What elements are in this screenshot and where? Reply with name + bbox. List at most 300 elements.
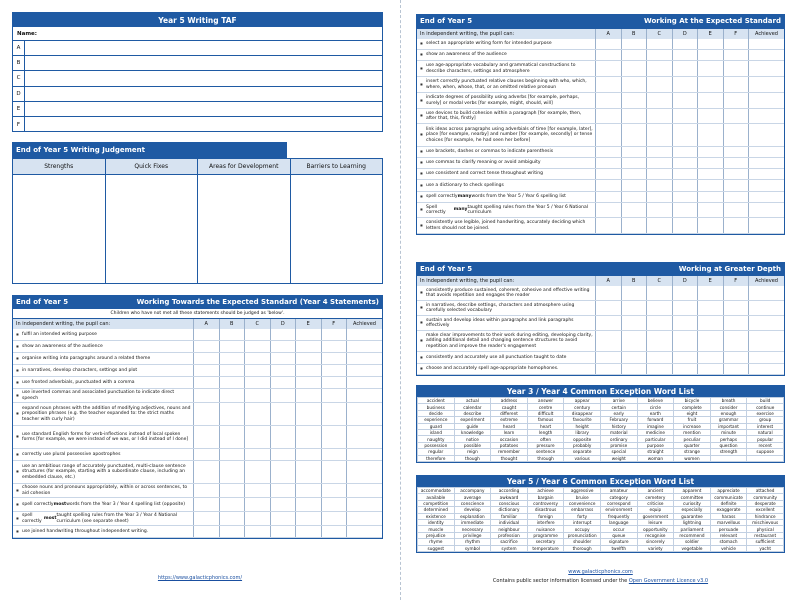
- pupil-check-cell[interactable]: [723, 316, 749, 330]
- pupil-check-cell[interactable]: [723, 203, 749, 217]
- judgement-column[interactable]: [13, 159, 105, 283]
- footer-link-left[interactable]: https://www.galacticphonics.com/: [157, 575, 243, 581]
- achieved-check-cell[interactable]: [748, 109, 784, 123]
- pupil-check-cell[interactable]: [219, 484, 245, 497]
- pupil-check-cell[interactable]: [723, 50, 749, 60]
- pupil-check-cell[interactable]: [193, 426, 219, 448]
- pupil-check-cell[interactable]: [672, 109, 698, 123]
- word-cell: soldier: [674, 539, 711, 545]
- pupil-check-cell[interactable]: [193, 512, 219, 525]
- pupil-check-cell[interactable]: [723, 286, 749, 300]
- pupil-check-cell[interactable]: [244, 484, 270, 497]
- pupil-check-cell[interactable]: [321, 353, 347, 364]
- taf-letter-row[interactable]: [13, 102, 382, 117]
- pupil-check-cell[interactable]: [723, 109, 749, 123]
- licence-link[interactable]: Open Government Licence v3.0: [628, 578, 709, 584]
- pupil-check-cell[interactable]: [621, 364, 647, 374]
- expected-subheader: In independent writing, the pupil can: A B C D E F Achieved: [417, 29, 784, 39]
- taf-letter-input[interactable]: [25, 117, 382, 132]
- working-towards-rows: [13, 329, 382, 538]
- pupil-check-cell[interactable]: [595, 316, 621, 330]
- achieved-check-cell[interactable]: [748, 301, 784, 315]
- pupil-check-cell[interactable]: [595, 169, 621, 179]
- pupil-check-cell[interactable]: [295, 353, 321, 364]
- achieved-check-cell[interactable]: [346, 498, 382, 511]
- taf-letter-label: A: [13, 41, 25, 55]
- pupil-check-cell[interactable]: [193, 449, 219, 460]
- word-cell: nuisance: [527, 526, 564, 532]
- expected-table: [416, 28, 785, 235]
- pupil-check-cell[interactable]: [697, 93, 723, 108]
- pupil-check-cell[interactable]: [672, 301, 698, 315]
- pupil-check-cell[interactable]: [646, 109, 672, 123]
- pupil-check-cell[interactable]: [672, 316, 698, 330]
- judgement-column-input[interactable]: [106, 175, 198, 283]
- pupil-check-cell[interactable]: [697, 352, 723, 363]
- pupil-check-cell[interactable]: [219, 526, 245, 537]
- pupil-check-cell[interactable]: [193, 498, 219, 511]
- pupil-check-cell[interactable]: [321, 526, 347, 537]
- achieved-check-cell[interactable]: [346, 329, 382, 340]
- pupil-check-cell[interactable]: [595, 192, 621, 202]
- pupil-check-cell[interactable]: [646, 39, 672, 49]
- pupil-check-cell[interactable]: [193, 461, 219, 483]
- pupil-check-cell[interactable]: [595, 218, 621, 233]
- pupil-check-cell[interactable]: [295, 365, 321, 376]
- pupil-check-cell[interactable]: [219, 449, 245, 460]
- achieved-check-cell[interactable]: [346, 449, 382, 460]
- pupil-check-cell[interactable]: [193, 389, 219, 402]
- judgement-columns: [13, 159, 382, 283]
- achieved-check-cell[interactable]: [346, 389, 382, 402]
- achieved-check-cell[interactable]: [748, 364, 784, 374]
- achieved-check-cell[interactable]: [748, 352, 784, 363]
- pupil-check-cell[interactable]: [697, 364, 723, 374]
- achieved-check-cell[interactable]: [748, 158, 784, 168]
- pupil-check-cell[interactable]: [321, 512, 347, 525]
- pupil-check-cell[interactable]: [723, 180, 749, 191]
- pupil-check-cell[interactable]: [321, 498, 347, 511]
- taf-letter-row[interactable]: [13, 71, 382, 86]
- pupil-check-cell[interactable]: [219, 426, 245, 448]
- pupil-check-cell[interactable]: [621, 218, 647, 233]
- pupil-check-cell[interactable]: [193, 377, 219, 388]
- pupil-check-cell[interactable]: [244, 341, 270, 352]
- pupil-check-cell[interactable]: [321, 484, 347, 497]
- name-field[interactable]: Name:: [13, 27, 382, 41]
- pupil-check-cell[interactable]: [646, 158, 672, 168]
- pupil-check-cell[interactable]: [672, 158, 698, 168]
- pupil-check-cell[interactable]: [621, 39, 647, 49]
- working-towards-subheader: In independent writing, the pupil can: A B C D E F Achieved: [13, 319, 382, 329]
- pupil-check-cell[interactable]: [219, 403, 245, 425]
- pupil-check-cell[interactable]: [646, 316, 672, 330]
- pupil-check-cell[interactable]: [270, 426, 296, 448]
- pupil-check-cell[interactable]: [672, 39, 698, 49]
- pupil-check-cell[interactable]: [646, 77, 672, 92]
- pupil-check-cell[interactable]: [672, 50, 698, 60]
- pupil-check-cell[interactable]: [595, 158, 621, 168]
- taf-letter-input[interactable]: [25, 102, 382, 116]
- pupil-check-cell[interactable]: [595, 203, 621, 217]
- pupil-check-cell[interactable]: [697, 180, 723, 191]
- statement-text: ▪ indicate degrees of possibility using adverbs [for example, perhaps, surely] or modal verbs [for example, might, should, will]: [417, 93, 595, 108]
- pupil-check-cell[interactable]: [244, 461, 270, 483]
- pupil-check-cell[interactable]: [697, 316, 723, 330]
- pupil-check-cell[interactable]: [270, 449, 296, 460]
- achieved-check-cell[interactable]: [346, 403, 382, 425]
- judgement-title: End of Year 5 Writing Judgement: [12, 142, 287, 158]
- achieved-check-cell[interactable]: [346, 512, 382, 525]
- judgement-column[interactable]: [105, 159, 198, 283]
- achieved-check-cell[interactable]: [748, 61, 784, 76]
- pupil-check-cell[interactable]: [723, 364, 749, 374]
- pupil-check-cell[interactable]: [621, 124, 647, 146]
- pupil-check-cell[interactable]: [244, 403, 270, 425]
- pupil-check-cell[interactable]: [723, 218, 749, 233]
- pupil-check-cell[interactable]: [270, 365, 296, 376]
- pupil-check-cell[interactable]: [193, 353, 219, 364]
- pupil-check-cell[interactable]: [321, 365, 347, 376]
- pupil-check-cell[interactable]: [697, 61, 723, 76]
- pupil-check-cell[interactable]: [621, 331, 647, 351]
- pupil-check-cell[interactable]: [646, 352, 672, 363]
- pupil-check-cell[interactable]: [621, 203, 647, 217]
- pupil-check-cell[interactable]: [295, 484, 321, 497]
- pupil-check-cell[interactable]: [723, 39, 749, 49]
- pupil-check-cell[interactable]: [321, 426, 347, 448]
- pupil-check-cell[interactable]: [219, 512, 245, 525]
- achieved-check-cell[interactable]: [748, 218, 784, 233]
- pupil-check-cell[interactable]: [672, 352, 698, 363]
- pupil-check-cell[interactable]: [621, 180, 647, 191]
- statement-row: [417, 109, 784, 124]
- pupil-check-cell[interactable]: [646, 124, 672, 146]
- pupil-check-cell[interactable]: [321, 341, 347, 352]
- pupil-check-cell[interactable]: [646, 61, 672, 76]
- pupil-check-cell[interactable]: [672, 192, 698, 202]
- word-cell: purpose: [637, 442, 674, 448]
- pupil-check-cell[interactable]: [321, 403, 347, 425]
- pupil-check-cell[interactable]: [244, 449, 270, 460]
- taf-letter-row[interactable]: [13, 56, 382, 71]
- pupil-check-cell[interactable]: [270, 461, 296, 483]
- word-cell: vehicle: [710, 545, 747, 551]
- pupil-check-cell[interactable]: [646, 169, 672, 179]
- word-cell: suppose: [747, 449, 784, 455]
- taf-letter-input[interactable]: [25, 71, 382, 85]
- pupil-check-cell[interactable]: [672, 218, 698, 233]
- pupil-check-cell[interactable]: [595, 180, 621, 191]
- pupil-check-cell[interactable]: [244, 329, 270, 340]
- taf-letter-label: F: [13, 117, 25, 132]
- achieved-check-cell[interactable]: [748, 147, 784, 157]
- pupil-check-cell[interactable]: [295, 449, 321, 460]
- pupil-check-cell[interactable]: [595, 352, 621, 363]
- pupil-check-cell[interactable]: [621, 61, 647, 76]
- pupil-check-cell[interactable]: [270, 403, 296, 425]
- pupil-check-cell[interactable]: [646, 93, 672, 108]
- pupil-check-cell[interactable]: [244, 498, 270, 511]
- achieved-check-cell[interactable]: [346, 426, 382, 448]
- pupil-check-cell[interactable]: [244, 526, 270, 537]
- achieved-check-cell[interactable]: [748, 50, 784, 60]
- taf-letter-row[interactable]: [13, 87, 382, 102]
- achieved-check-cell[interactable]: [748, 192, 784, 202]
- pupil-check-cell[interactable]: [621, 109, 647, 123]
- word-cell: though: [454, 455, 491, 461]
- taf-letter-input[interactable]: [25, 56, 382, 70]
- pupil-check-cell[interactable]: [621, 93, 647, 108]
- pupil-check-cell[interactable]: [672, 286, 698, 300]
- pupil-check-cell[interactable]: [244, 377, 270, 388]
- taf-letter-row[interactable]: [13, 117, 382, 132]
- pupil-check-cell[interactable]: [646, 203, 672, 217]
- taf-letter-input[interactable]: [25, 41, 382, 55]
- statement-row: [417, 124, 784, 147]
- judgement-column-input[interactable]: [13, 175, 105, 283]
- pupil-check-cell[interactable]: [672, 124, 698, 146]
- pupil-check-cell[interactable]: [193, 329, 219, 340]
- pupil-check-cell[interactable]: [595, 39, 621, 49]
- pupil-check-cell[interactable]: [321, 389, 347, 402]
- pupil-check-cell[interactable]: [723, 192, 749, 202]
- judgement-column[interactable]: [290, 159, 383, 283]
- pupil-check-cell[interactable]: [697, 301, 723, 315]
- pupil-check-cell[interactable]: [723, 331, 749, 351]
- pupil-check-cell[interactable]: [295, 329, 321, 340]
- pupil-check-cell[interactable]: [621, 147, 647, 157]
- pupil-check-cell[interactable]: [697, 286, 723, 300]
- pupil-check-cell[interactable]: [621, 77, 647, 92]
- judgement-column-input[interactable]: [291, 175, 383, 283]
- pupil-check-cell[interactable]: [672, 77, 698, 92]
- pupil-check-cell[interactable]: [244, 365, 270, 376]
- pupil-check-cell[interactable]: [723, 147, 749, 157]
- pupil-check-cell[interactable]: [295, 377, 321, 388]
- pupil-check-cell[interactable]: [295, 526, 321, 537]
- taf-letter-row[interactable]: [13, 41, 382, 56]
- achieved-check-cell[interactable]: [748, 169, 784, 179]
- word-cell: competition: [418, 500, 455, 506]
- statement-row: [417, 61, 784, 77]
- pupil-check-cell[interactable]: [219, 353, 245, 364]
- word-cell: straight: [637, 449, 674, 455]
- pupil-check-cell[interactable]: [621, 301, 647, 315]
- achieved-check-cell[interactable]: [346, 526, 382, 537]
- pupil-check-cell[interactable]: [672, 147, 698, 157]
- word-cell: government: [637, 513, 674, 519]
- footer-link-right[interactable]: www.galacticphonics.com: [568, 569, 633, 575]
- pupil-check-cell[interactable]: [193, 341, 219, 352]
- pupil-check-cell[interactable]: [193, 403, 219, 425]
- pupil-check-cell[interactable]: [621, 316, 647, 330]
- pupil-check-cell[interactable]: [697, 124, 723, 146]
- word-cell: frequently: [600, 513, 637, 519]
- word-cell: individual: [491, 519, 528, 525]
- pupil-check-cell[interactable]: [697, 39, 723, 49]
- pupil-check-cell[interactable]: [270, 526, 296, 537]
- statement-text: ▪ correctly use plural possessive apostrophes: [13, 449, 193, 460]
- pupil-check-cell[interactable]: [723, 77, 749, 92]
- pupil-check-cell[interactable]: [219, 341, 245, 352]
- pupil-check-cell[interactable]: [595, 109, 621, 123]
- pupil-check-cell[interactable]: [321, 449, 347, 460]
- achieved-check-cell[interactable]: [748, 180, 784, 191]
- pupil-check-cell[interactable]: [621, 192, 647, 202]
- achieved-check-cell[interactable]: [346, 484, 382, 497]
- pupil-check-cell[interactable]: [621, 50, 647, 60]
- word-cell: exaggerate: [710, 507, 747, 513]
- pupil-check-cell[interactable]: [672, 93, 698, 108]
- pupil-check-cell[interactable]: [646, 301, 672, 315]
- pupil-check-cell[interactable]: [270, 484, 296, 497]
- pupil-check-cell[interactable]: [270, 512, 296, 525]
- pupil-check-cell[interactable]: [270, 498, 296, 511]
- pupil-check-cell[interactable]: [697, 50, 723, 60]
- pupil-check-cell[interactable]: [646, 364, 672, 374]
- pupil-check-cell[interactable]: [697, 109, 723, 123]
- pupil-check-cell[interactable]: [219, 329, 245, 340]
- word-cell: describe: [454, 410, 491, 416]
- pupil-check-cell[interactable]: [697, 158, 723, 168]
- pupil-check-cell[interactable]: [697, 77, 723, 92]
- word-cell: fruit: [674, 417, 711, 423]
- pupil-check-cell[interactable]: [723, 169, 749, 179]
- achieved-check-cell[interactable]: [346, 353, 382, 364]
- pupil-check-cell[interactable]: [723, 61, 749, 76]
- pupil-check-cell[interactable]: [270, 341, 296, 352]
- pupil-check-cell[interactable]: [723, 301, 749, 315]
- statement-text: ▪ sustain and develop ideas within paragraphs and link paragraphs effectively: [417, 316, 595, 330]
- pupil-check-cell[interactable]: [672, 180, 698, 191]
- achieved-check-cell[interactable]: [748, 77, 784, 92]
- pupil-check-cell[interactable]: [697, 169, 723, 179]
- pupil-check-cell[interactable]: [723, 158, 749, 168]
- pupil-check-cell[interactable]: [723, 352, 749, 363]
- pupil-check-cell[interactable]: [646, 192, 672, 202]
- pupil-check-cell[interactable]: [219, 461, 245, 483]
- pupil-check-cell[interactable]: [621, 158, 647, 168]
- pupil-check-cell[interactable]: [595, 50, 621, 60]
- pupil-check-cell[interactable]: [270, 353, 296, 364]
- pupil-check-cell[interactable]: [321, 461, 347, 483]
- taf-letter-input[interactable]: [25, 87, 382, 101]
- pupil-check-cell[interactable]: [193, 365, 219, 376]
- pupil-check-cell[interactable]: [697, 218, 723, 233]
- pupil-check-cell[interactable]: [244, 426, 270, 448]
- pupil-check-cell[interactable]: [321, 329, 347, 340]
- pupil-check-cell[interactable]: [697, 192, 723, 202]
- word-cell: [747, 455, 784, 461]
- judgement-column-input[interactable]: [198, 175, 290, 283]
- pupil-check-cell[interactable]: [295, 341, 321, 352]
- word-cell: language: [600, 519, 637, 525]
- pupil-check-cell[interactable]: [244, 389, 270, 402]
- achieved-check-cell[interactable]: [748, 286, 784, 300]
- pupil-check-cell[interactable]: [646, 218, 672, 233]
- pupil-check-cell[interactable]: [672, 203, 698, 217]
- licence-line: Contains public sector information licensed under the Open Government Licence v3.0: [492, 578, 709, 584]
- pupil-check-cell[interactable]: [244, 353, 270, 364]
- pupil-check-cell[interactable]: [270, 329, 296, 340]
- pupil-check-cell[interactable]: [595, 124, 621, 146]
- pupil-check-cell[interactable]: [219, 498, 245, 511]
- pupil-check-cell[interactable]: [219, 365, 245, 376]
- pupil-check-cell[interactable]: [295, 403, 321, 425]
- pupil-check-cell[interactable]: [672, 331, 698, 351]
- pupil-check-cell[interactable]: [595, 286, 621, 300]
- word-cell: particular: [637, 436, 674, 442]
- pupil-check-cell[interactable]: [193, 484, 219, 497]
- pupil-check-cell[interactable]: [723, 124, 749, 146]
- pupil-check-cell[interactable]: [295, 461, 321, 483]
- pupil-check-cell[interactable]: [295, 512, 321, 525]
- pupil-check-cell[interactable]: [270, 389, 296, 402]
- pupil-check-cell[interactable]: [595, 77, 621, 92]
- pupil-check-cell[interactable]: [621, 352, 647, 363]
- statement-text: ▪ fulfil an intended writing purpose: [13, 329, 193, 340]
- pupil-check-cell[interactable]: [621, 286, 647, 300]
- pupil-check-cell[interactable]: [646, 147, 672, 157]
- pupil-check-cell[interactable]: [672, 61, 698, 76]
- judgement-column[interactable]: [197, 159, 290, 283]
- pupil-check-cell[interactable]: [595, 147, 621, 157]
- pupil-check-cell[interactable]: [672, 364, 698, 374]
- pupil-check-cell[interactable]: [646, 286, 672, 300]
- achieved-check-cell[interactable]: [346, 365, 382, 376]
- pupil-check-cell[interactable]: [595, 61, 621, 76]
- achieved-check-cell[interactable]: [748, 316, 784, 330]
- pupil-check-cell[interactable]: [646, 331, 672, 351]
- pupil-check-cell[interactable]: [697, 147, 723, 157]
- pupil-check-cell[interactable]: [219, 389, 245, 402]
- achieved-check-cell[interactable]: [346, 461, 382, 483]
- pupil-check-cell[interactable]: [595, 364, 621, 374]
- word-cell: bargain: [527, 494, 564, 500]
- achieved-check-cell[interactable]: [748, 203, 784, 217]
- pupil-check-cell[interactable]: [244, 512, 270, 525]
- achieved-check-cell[interactable]: [748, 331, 784, 351]
- word-cell: recent: [747, 442, 784, 448]
- pupil-check-cell[interactable]: [646, 180, 672, 191]
- pupil-check-cell[interactable]: [646, 50, 672, 60]
- word-cell: height: [564, 423, 601, 429]
- pupil-check-cell[interactable]: [219, 377, 245, 388]
- pupil-check-cell[interactable]: [672, 169, 698, 179]
- achieved-check-cell[interactable]: [748, 124, 784, 146]
- pupil-check-cell[interactable]: [723, 93, 749, 108]
- achieved-check-cell[interactable]: [748, 93, 784, 108]
- achieved-check-cell[interactable]: [748, 39, 784, 49]
- pupil-check-cell[interactable]: [321, 377, 347, 388]
- pupil-check-cell[interactable]: [295, 426, 321, 448]
- pupil-check-cell[interactable]: [595, 331, 621, 351]
- statement-text: ▪ make clear improvements to their work during editing, developing clarity, adding additional detail and changing sentence structures to avoid repetition and improve the reader's engagement: [417, 331, 595, 351]
- pupil-check-cell[interactable]: [193, 526, 219, 537]
- pupil-check-cell[interactable]: [697, 203, 723, 217]
- pupil-check-cell[interactable]: [697, 331, 723, 351]
- pupil-check-cell[interactable]: [621, 169, 647, 179]
- pupil-check-cell[interactable]: [295, 389, 321, 402]
- achieved-check-cell[interactable]: [346, 341, 382, 352]
- pupil-check-cell[interactable]: [595, 301, 621, 315]
- word-cell: weight: [600, 455, 637, 461]
- pupil-check-cell[interactable]: [295, 498, 321, 511]
- achieved-check-cell[interactable]: [346, 377, 382, 388]
- pupil-check-cell[interactable]: [270, 377, 296, 388]
- pupil-check-cell[interactable]: [595, 93, 621, 108]
